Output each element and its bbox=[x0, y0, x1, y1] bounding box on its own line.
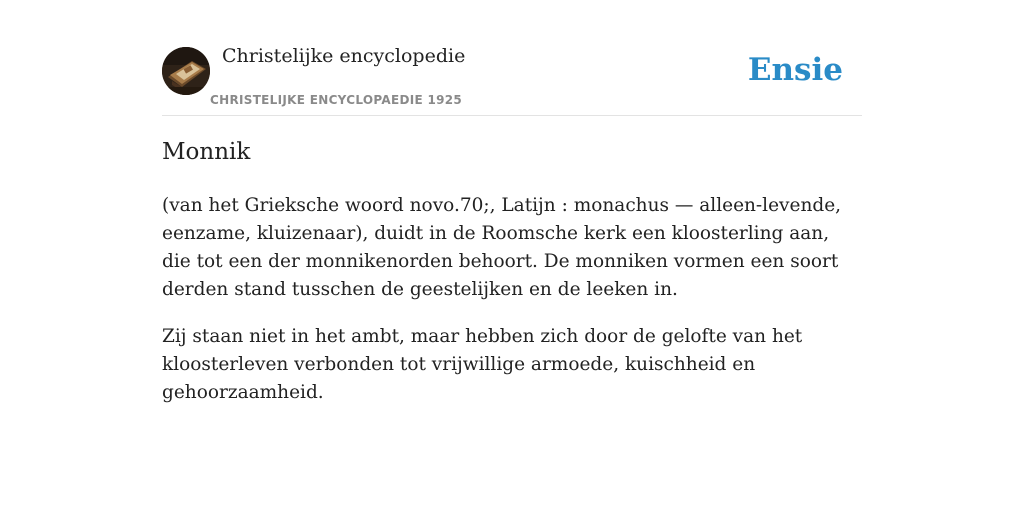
brand-logo-link[interactable]: Ensie bbox=[747, 52, 843, 88]
site-subtitle: CHRISTELIJKE ENCYCLOPAEDIE 1925 bbox=[210, 93, 463, 107]
book-stack-image bbox=[162, 47, 210, 95]
site-title[interactable]: Christelijke encyclopedie bbox=[222, 45, 466, 67]
encyclopedia-avatar[interactable] bbox=[162, 47, 210, 95]
article-paragraph-2: Zij staan niet in het ambt, maar hebben zich door de gelofte van het kloosterleven verbonden tot vrijwillige armoede, kuischheid en gehoorzaamheid. bbox=[162, 326, 803, 403]
content-container bbox=[162, 0, 862, 403]
article-paragraph-1: (van het Grieksche woord novo.70;, Latijn : monachus — alleen-levende, eenzame, kluizenaar), duidt in de Roomsche kerk een kloosterling aan, die tot een der monnikenorden behoort. De monniken vormen een soort derden stand tusschen de geestelijken en de leeken in. bbox=[162, 195, 842, 300]
article-title: Monnik bbox=[162, 139, 251, 165]
header bbox=[162, 0, 862, 116]
